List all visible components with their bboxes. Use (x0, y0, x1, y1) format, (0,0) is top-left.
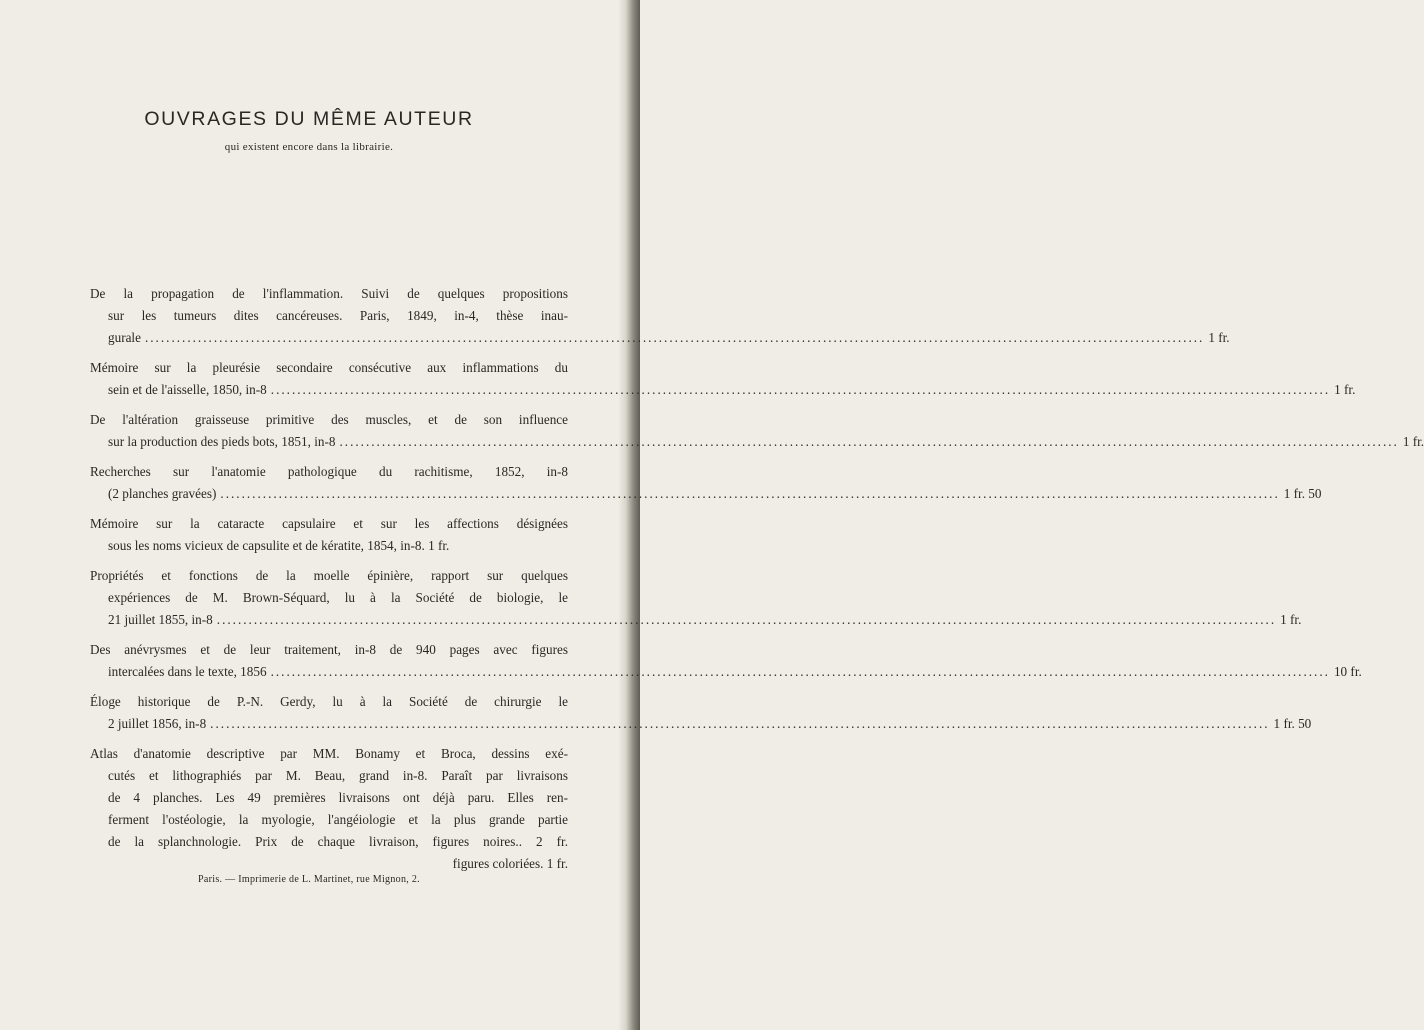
entry-price: 1 fr. (1334, 382, 1356, 397)
bibliography-entry (90, 283, 1230, 349)
entry-text-line: figures coloriées. 1 fr. (452, 856, 568, 871)
entry-price: 10 fr. (1333, 664, 1362, 679)
entry-price: 1 fr. 50 (1273, 716, 1312, 731)
bibliography-entry (90, 357, 1356, 401)
bibliography-entry (90, 513, 568, 557)
entry-text-line: sous les noms vicieux de capsulite et de kératite, 1854, in-8. 1 fr. (108, 538, 450, 553)
entry-title-line: Mémoire sur la cataracte capsulaire et sur les affections désignées (90, 516, 568, 531)
entry-line-with-price: (2 planches gravées) ........................................................................................................................................................................................................ 1 fr. 50 (90, 483, 568, 505)
page-edge-shadow (618, 0, 640, 1030)
entry-text-line: de la splanchnologie. Prix de chaque livraison, figures noires.. 2 fr. (108, 834, 568, 849)
entry-line-with-price: sur la production des pieds bots, 1851, in-8 ........................................................................................................................................................................................................ 1 fr. (90, 431, 568, 453)
page-subtitle: qui existent encore dans la librairie. (224, 141, 394, 153)
bibliography-entry (90, 639, 1362, 683)
bibliography-entry (90, 409, 1424, 453)
entry-price: 1 fr. (1280, 612, 1302, 627)
page-title: OUVRAGES DU MÊME AUTEUR (144, 108, 474, 130)
bibliography-entry (90, 691, 1312, 735)
bibliography-list (90, 283, 1424, 883)
entry-title-line: Éloge historique de P.-N. Gerdy, lu à la Société de chirurgie le (90, 694, 568, 709)
entry-text-line: sur les tumeurs dites cancéreuses. Paris, 1849, in-4, thèse inau- (108, 308, 568, 323)
entry-price: 1 fr. (1208, 330, 1230, 345)
bibliography-entry (90, 565, 1302, 631)
entry-line-with-price: gurale ........................................................................................................................................................................................................ 1 fr. (90, 327, 568, 349)
entry-line-with-price: 21 juillet 1855, in-8 ........................................................................................................................................................................................................ 1 fr. (90, 609, 568, 631)
entry-title-line: Des anévrysmes et de leur traitement, in-8 de 940 pages avec figures (90, 642, 568, 657)
bibliography-entry (90, 743, 568, 875)
entry-text-line: ferment l'ostéologie, la myologie, l'angéiologie et la plus grande partie (108, 812, 568, 827)
entry-title-line: Recherches sur l'anatomie pathologique du rachitisme, 1852, in-8 (90, 464, 568, 479)
entry-line-with-price: 2 juillet 1856, in-8 ........................................................................................................................................................................................................ 1 fr. 50 (90, 713, 568, 735)
entry-price: 1 fr. (1402, 434, 1424, 449)
entry-text-line: expériences de M. Brown-Séquard, lu à la Société de biologie, le (108, 590, 568, 605)
entry-title-line: De l'altération graisseuse primitive des muscles, et de son influence (90, 412, 568, 427)
entry-title-line: Atlas d'anatomie descriptive par MM. Bonamy et Broca, dessins exé- (90, 746, 568, 761)
bibliography-entry (90, 461, 1322, 505)
entry-title-line: Propriétés et fonctions de la moelle épinière, rapport sur quelques (90, 568, 568, 583)
entry-title-line: De la propagation de l'inflammation. Suivi de quelques propositions (90, 286, 568, 301)
printer-imprint: Paris. — Imprimerie de L. Martinet, rue Mignon, 2. (198, 874, 420, 885)
entry-line-with-price: sein et de l'aisselle, 1850, in-8 ........................................................................................................................................................................................................ 1 fr. (90, 379, 568, 401)
entry-text-line: de 4 planches. Les 49 premières livraisons ont déjà paru. Elles ren- (108, 790, 568, 805)
entry-line-with-price: intercalées dans le texte, 1856 ........................................................................................................................................................................................................ 10 fr. (90, 661, 568, 683)
entry-price: 1 fr. 50 (1283, 486, 1322, 501)
entry-title-line: Mémoire sur la pleurésie secondaire consécutive aux inflammations du (90, 360, 568, 375)
entry-text-line: cutés et lithographiés par M. Beau, grand in-8. Paraît par livraisons (108, 768, 568, 783)
